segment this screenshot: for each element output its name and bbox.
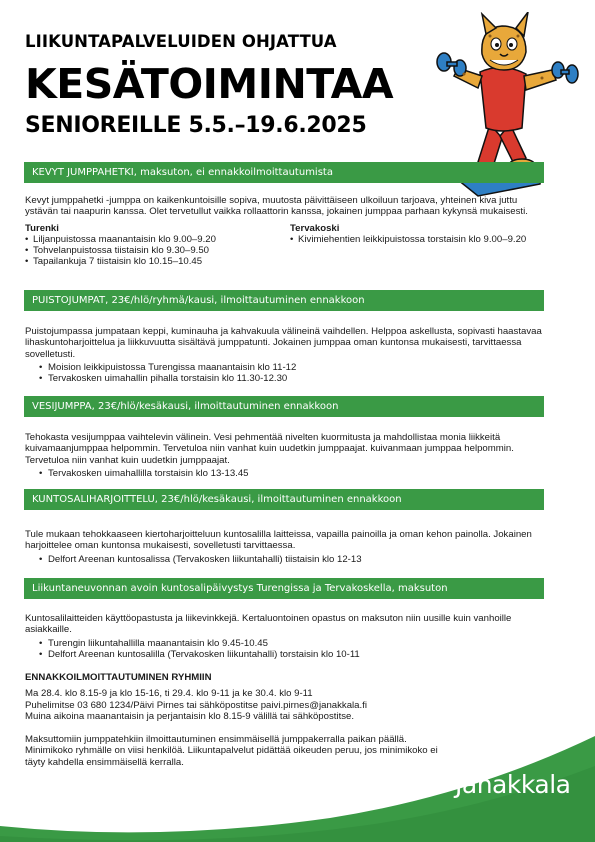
section-body: Puistojumpassa jumpataan keppi, kuminauha ja kahvakuula välineinä vaihdellen. Helppoa askellusta, sopivasti haastavaa lihaskuntoharjoittelua ja liikkuvuutta sisältävä jumppatunti. Jokainen jumppaa oman kuntonsa mukaisesti, tarvittaessa sovelletusti. <box>25 326 542 360</box>
location-columns <box>25 223 550 268</box>
enrollment-times: Ma 28.4. klo 8.15-9 ja klo 15-16, ti 29.4. klo 9-11 ja ke 30.4. klo 9-11 <box>25 688 313 700</box>
enrollment-other-times: Muina aikoina maanantaisin ja perjantaisin klo 8.15-9 välillä tai sähköpostitse. <box>25 710 355 722</box>
location-heading: Tervakoski <box>290 222 340 234</box>
location-heading: Turenki <box>25 222 59 234</box>
section-body: Kuntosalilaitteiden käyttöopastusta ja liikevinkkejä. Kertaluontoinen opastus on maksuton niin uusille kuin vanhoille asiakkaille. <box>25 613 512 636</box>
list-item: • Tervakosken uimahallilla torstaisin klo 13-13.45 <box>39 468 550 479</box>
enrollment-heading: ENNAKKOILMOITTAUTUMINEN RYHMIIN <box>25 672 212 683</box>
section-puistojumpat <box>25 326 550 384</box>
janakkala-logo: Janakkala <box>455 770 571 799</box>
poster-title: KESÄTOIMINTAA <box>25 60 394 108</box>
list-item: • Liljanpuistossa maanantaisin klo 9.00–9.20 <box>25 234 290 245</box>
list-item: • Tervakosken uimahallin pihalla torstaisin klo 11.30-12.30 <box>39 373 550 384</box>
list-item: • Tohvelanpuistossa tiistaisin klo 9.30–9.50 <box>25 245 290 256</box>
list-item: • Tapailankuja 7 tiistaisin klo 10.15–10.45 <box>25 256 290 267</box>
section-kuntosaliharjoittelu-heading: KUNTOSALIHARJOITTELU, 23€/hlö/kesäkausi, ilmoittautuminen ennakkoon <box>24 489 544 510</box>
enrollment-note: Maksuttomiin jumppatehkiin ilmoittautuminen ensimmäisellä jumppakerralla paikan päällä. Minimikoko ryhmälle on viisi henkilöä. Liikuntapalvelut pidättää oikeuden peruu, jos minimikoko ei täyty kahdella ensimmäisellä kerralla. <box>25 734 438 768</box>
section-kevyt-jumppahetki-heading: KEVYT JUMPPAHETKI, maksuton, ei ennakkoilmoittautumista <box>24 162 544 183</box>
section-vesijumppa-heading: VESIJUMPPA, 23€/hlö/kesäkausi, ilmoittautuminen ennakkoon <box>24 396 544 417</box>
poster-header <box>25 32 445 139</box>
section-kuntosalipaivystys <box>25 613 550 660</box>
section-kevyt-jumppahetki <box>25 195 550 268</box>
location-turenki <box>25 223 290 268</box>
list-item: • Delfort Areenan kuntosalissa (Tervakosken liikuntahalli) tiistaisin klo 12-13 <box>39 554 550 565</box>
section-kuntosaliharjoittelu <box>25 529 550 565</box>
section-puistojumpat-heading: PUISTOJUMPAT, 23€/hlö/ryhmä/kausi, ilmoittautuminen ennakkoon <box>24 290 544 311</box>
section-vesijumppa <box>25 432 550 479</box>
section-body: Tehokasta vesijumppaa vaihtelevin välinein. Vesi pehmentää nivelten kuormitusta ja mahdollistaa monia liikkeitä kuivamaanjumppaa helpommin. Tervetuloa niin vanhat kuin uudetkin jumppaajat. kuivanmaan jumppaa helpommin. Tervetuloa niin vanhat kuin uudetkin jumppaajat. <box>25 432 514 466</box>
enrollment-contact: Puhelimitse 03 680 1234/Päivi Pirnes tai sähköpostitse paivi.pirnes@janakkala.fi <box>25 699 367 711</box>
section-body: Kevyt jumppahetki -jumppa on kaikenkuntoisille sopiva, muutosta päivittäiseen ulkoiluun tarjoava, yhteinen kiva juttu ystävän tai naapurin kanssa. Olet tervetullut vaikka rollaattorin kanssa, jokainen jumppaa parhaan kykynsä mukaisesti. <box>25 195 528 218</box>
list-item: • Delfort Areenan kuntosalilla (Tervakosken liikuntahalli) torstaisin klo 10-11 <box>39 649 550 660</box>
list-item: • Turengin liikuntahallilla maanantaisin klo 9.45-10.45 <box>39 638 550 649</box>
poster-dates: SENIOREILLE 5.5.–19.6.2025 <box>25 113 367 138</box>
section-kuntosalipaivystys-heading: Liikuntaneuvonnan avoin kuntosalipäivystys Turengissa ja Tervakoskella, maksuton <box>24 578 544 599</box>
location-tervakoski <box>290 223 545 268</box>
list-item: • Kivimiehentien leikkipuistossa torstaisin klo 9.00–9.20 <box>290 234 545 245</box>
list-item: • Moision leikkipuistossa Turengissa maanantaisin klo 11-12 <box>39 362 550 373</box>
section-body: Tule mukaan tehokkaaseen kiertoharjoitteluun kuntosalilla laitteissa, vapailla painoilla ja oman kehon painolla. Jokainen harjoittelee oman kuntonsa mukaisesti, sovelletusti tarvittaessa. <box>25 529 532 552</box>
poster-kicker: LIIKUNTAPALVELUIDEN OHJATTUA <box>25 32 337 51</box>
